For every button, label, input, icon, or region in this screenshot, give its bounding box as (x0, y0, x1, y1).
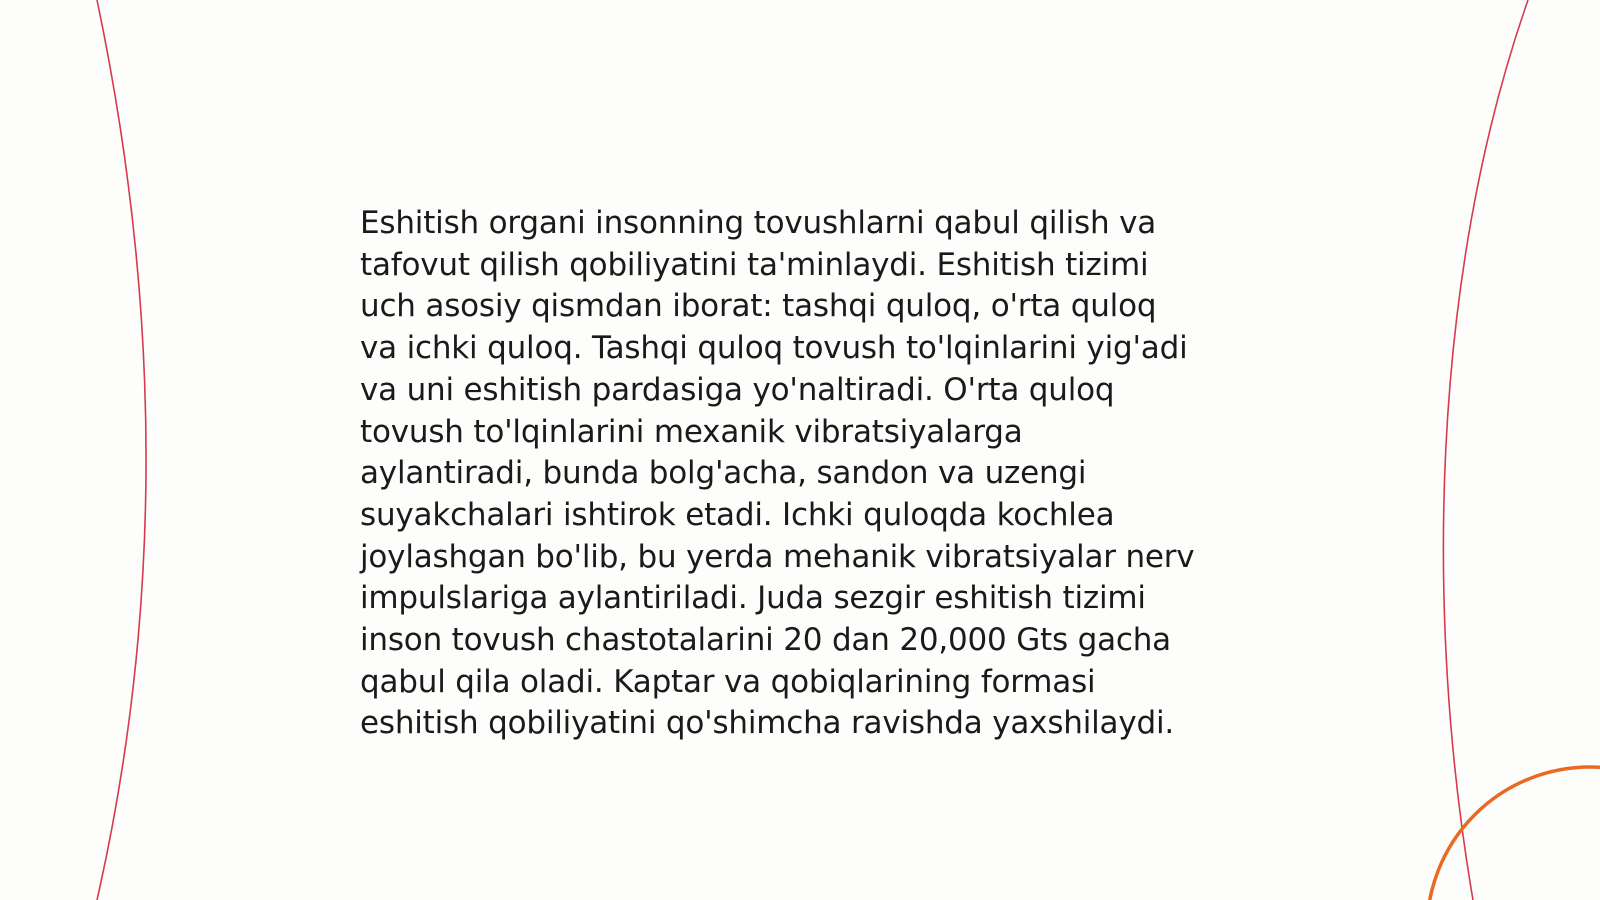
body-line: Eshitish organi insonning tovushlarni qabul qilish va (360, 205, 1157, 241)
body-line: tovush to'lqinlarini mexanik vibratsiyalarga (360, 413, 1023, 450)
body-line: va ichki quloq. Tashqi quloq tovush to'lqinlarini yig'adi (360, 330, 1188, 367)
body-line: tafovut qilish qobiliyatini ta'minlaydi. Eshitish tizimi (360, 246, 1149, 283)
body-line: joylashgan bo'lib, bu yerda mehanik vibratsiyalar nerv (360, 538, 1195, 575)
body-line: qabul qila oladi. Kaptar va qobiqlarining formasi (360, 663, 1096, 700)
body-line: eshitish qobiliyatini qo'shimcha ravishda yaxshilaydi. (360, 705, 1175, 742)
right-curve-line (1443, 0, 1528, 900)
body-line: suyakchalari ishtirok etadi. Ichki quloqda kochlea (360, 496, 1115, 533)
bottom-right-orange-arc (1427, 767, 1600, 900)
body-line: impulslariga aylantiriladi. Juda sezgir eshitish tizimi (360, 580, 1146, 617)
body-line: inson tovush chastotalarini 20 dan 20,000 Gts gacha (360, 622, 1171, 659)
body-paragraph (360, 203, 1260, 745)
body-line: aylantiradi, bunda bolg'acha, sandon va uzengi (360, 455, 1087, 492)
left-curve-line (97, 0, 146, 900)
body-line: uch asosiy qismdan iborat: tashqi quloq, o'rta quloq (360, 288, 1157, 325)
body-line: va uni eshitish pardasiga yo'naltiradi. O'rta quloq (360, 371, 1115, 408)
